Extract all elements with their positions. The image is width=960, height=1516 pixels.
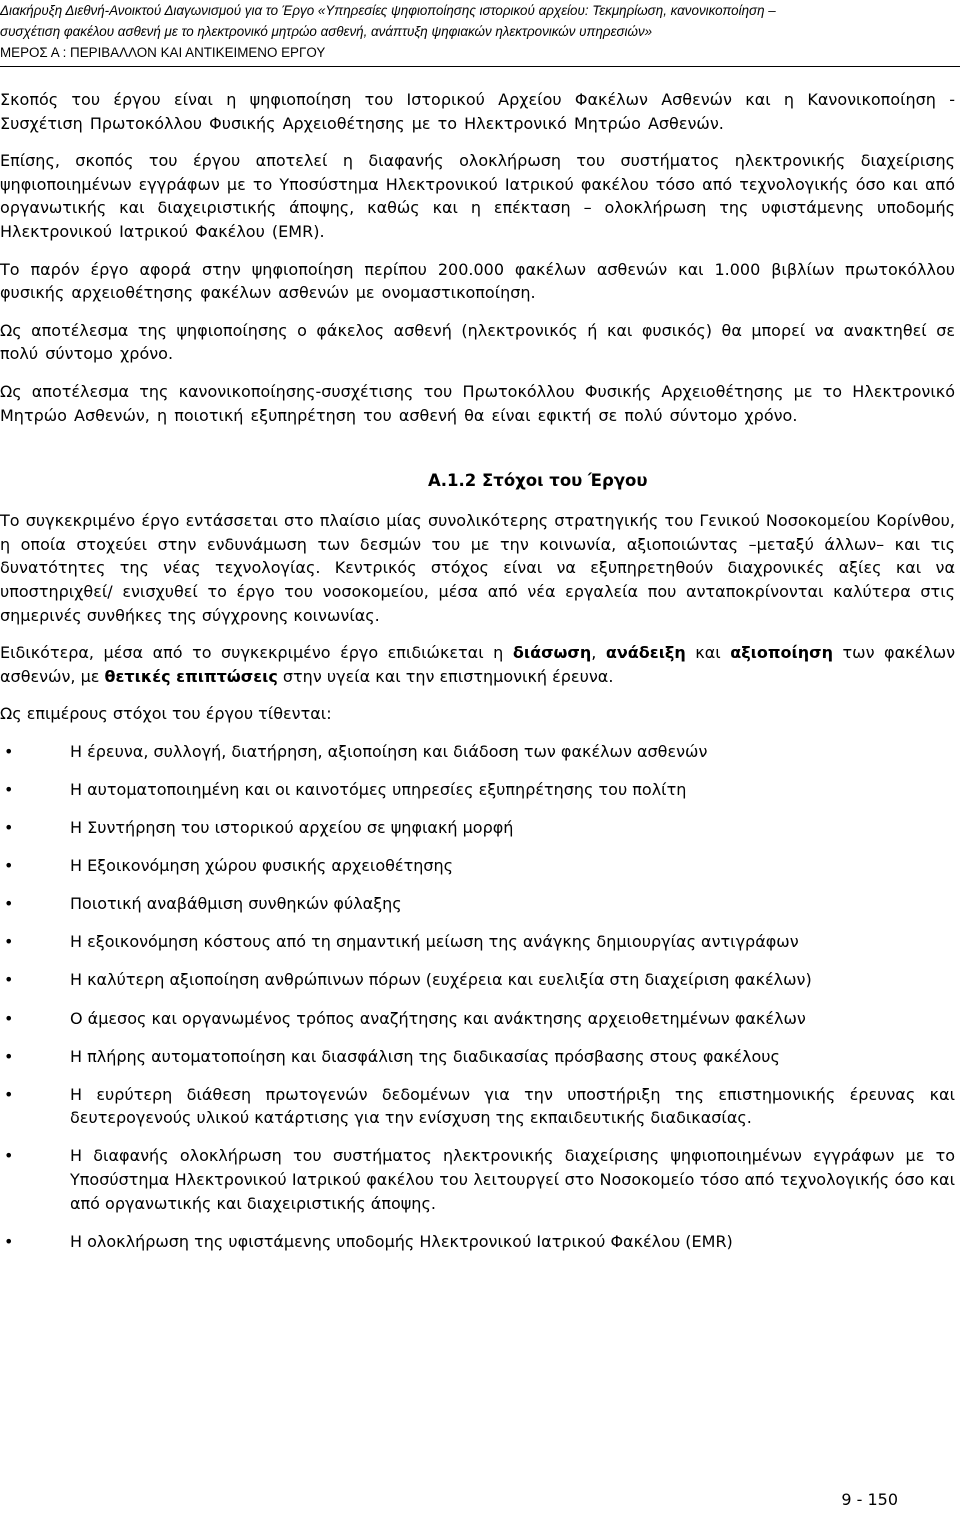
objectives-list — [0, 740, 955, 1253]
list-item — [0, 816, 955, 840]
bold-term: ανάδειξη — [605, 643, 686, 663]
list-item-text: Η Συντήρηση του ιστορικού αρχείου σε ψηφιακή μορφή — [70, 818, 514, 838]
bullet-icon: • — [4, 1146, 14, 1166]
list-item — [0, 778, 955, 802]
list-item — [0, 968, 955, 992]
list-item — [0, 740, 955, 764]
text-run: , — [591, 643, 606, 663]
bullet-icon: • — [4, 932, 14, 952]
bullet-icon: • — [4, 1008, 14, 1028]
document-header — [0, 0, 960, 42]
bullet-icon: • — [4, 894, 14, 914]
list-item — [0, 1083, 955, 1130]
bullet-icon: • — [4, 970, 14, 990]
list-item-text: Η καλύτερη αξιοποίηση ανθρώπινων πόρων (ευχέρεια και ευελιξία στη διαχείριση φακέλων) — [70, 970, 812, 990]
bold-term: διάσωση — [512, 643, 592, 663]
text-run: στην υγεία και την επιστημονική έρευνα. — [277, 666, 614, 686]
list-item-text: Η ολοκλήρωση της υφιστάμενης υποδομής Ηλεκτρονικού Ιατρικού Φακέλου (EMR) — [70, 1231, 733, 1251]
bold-term: θετικές επιπτώσεις — [104, 666, 278, 686]
bullet-icon: • — [4, 779, 14, 799]
list-item-text: Η διαφανής ολοκλήρωση του συστήματος ηλεκτρονικής διαχείρισης ψηφιοποιημένων εγγράφων με το Υποσύστημα Ηλεκτρονικού Ιατρικού φακέλου του λειτουργεί στο Νοσοκομείο τόσο από τεχνολογικής όσο και από οργανωτικής και διαχειριστικής άποψης. — [70, 1146, 955, 1213]
list-item — [0, 930, 955, 954]
header-line-1: Διακήρυξη Διεθνή-Ανοικτού Διαγωνισμού για το Έργο «Υπηρεσίες ψηφιοποίησης ιστορικού αρχείου: Τεκμηρίωση, κανονικοποίηση – — [0, 3, 776, 18]
list-item — [0, 1230, 955, 1254]
section-heading: Α.1.2 Στόχοι του Έργου — [428, 471, 648, 491]
page-content — [0, 88, 955, 1268]
bullet-icon: • — [4, 1231, 14, 1251]
list-item-text: Η αυτοματοποιημένη και οι καινοτόμες υπηρεσίες εξυπηρέτησης του πολίτη — [70, 779, 687, 799]
list-item-text: Η ευρύτερη διάθεση πρωτογενών δεδομένων για την υποστήριξη της επιστημονικής έρευνας και δευτερογενούς υλικού κατάρτισης για την ενίσχυση της εκπαιδευτικής διαδικασίας. — [70, 1084, 955, 1128]
bullet-icon: • — [4, 1084, 14, 1104]
goals-paragraph-emphasis — [0, 641, 955, 688]
text-run: και — [685, 643, 731, 663]
bullet-icon: • — [4, 856, 14, 876]
list-item — [0, 1144, 955, 1215]
header-section-title: ΜΕΡΟΣ Α : ΠΕΡΙΒΑΛΛΟΝ ΚΑΙ ΑΝΤΙΚΕΙΜΕΝΟ ΕΡΓΟΥ — [0, 45, 326, 60]
list-item-text: Ποιοτική αναβάθμιση συνθηκών φύλαξης — [70, 894, 402, 914]
list-item — [0, 1007, 955, 1031]
intro-paragraph: Σκοπός του έργου είναι η ψηφιοποίηση του Ιστορικού Αρχείου Φακέλων Ασθενών και η Κανονικοποίηση - Συσχέτιση Πρωτοκόλλου Φυσικής Αρχειοθέτησης με το Ηλεκτρονικό Μητρώο Ασθενών. — [0, 90, 955, 133]
goals-list-intro: Ως επιμέρους στόχοι του έργου τίθενται: — [0, 704, 332, 724]
text-run: των φακέλων ασθενών, με — [0, 643, 956, 686]
bold-term: αξιοποίηση — [730, 643, 834, 663]
bullet-icon: • — [4, 741, 14, 761]
header-divider — [0, 66, 960, 67]
list-item-text: Η Εξοικονόμηση χώρου φυσικής αρχειοθέτησης — [70, 856, 454, 876]
page-number: 9 - 150 — [841, 1490, 898, 1509]
intro-paragraph: Επίσης, σκοπός του έργου αποτελεί η διαφανής ολοκλήρωση του συστήματος ηλεκτρονικής διαχείρισης ψηφιοποιημένων εγγράφων με το Υποσύστημα Ηλεκτρονικού Ιατρικού φακέλου τόσο από τεχνολογικής όσο και από οργανωτικής και διαχειριστικής άποψης, καθώς και η επέκταση – ολοκλήρωση της υφιστάμενης υποδομής Ηλεκτρονικού Ιατρικού Φακέλου (EMR). — [0, 151, 955, 241]
text-run: Ειδικότερα, μέσα από το συγκεκριμένο έργο επιδιώκεται η — [0, 643, 513, 663]
list-item-text: Η εξοικονόμηση κόστους από τη σημαντική μείωση της ανάγκης δημιουργίας αντιγράφων — [70, 932, 799, 952]
list-item-text: Η πλήρης αυτοματοποίηση και διασφάλιση της διαδικασίας πρόσβασης στους φακέλους — [70, 1046, 780, 1066]
list-item — [0, 1045, 955, 1069]
list-item — [0, 854, 955, 878]
intro-paragraph: Ως αποτέλεσμα της κανονικοποίησης-συσχέτισης του Πρωτοκόλλου Φυσικής Αρχειοθέτησης με το Ηλεκτρονικό Μητρώο Ασθενών, η ποιοτική εξυπηρέτηση του ασθενή θα είναι εφικτή σε πολύ σύντομο χρόνο. — [0, 381, 955, 425]
list-item-text: Ο άμεσος και οργανωμένος τρόπος αναζήτησης και ανάκτησης αρχειοθετημένων φακέλων — [70, 1008, 806, 1028]
intro-paragraph: Το παρόν έργο αφορά στην ψηφιοποίηση περίπου 200.000 φακέλων ασθενών και 1.000 βιβλίων πρωτοκόλλου φυσικής αρχειοθέτησης φακέλων ασθενών με ονομαστικοποίηση. — [0, 259, 955, 303]
goals-paragraph: Το συγκεκριμένο έργο εντάσσεται στο πλαίσιο μίας συνολικότερης στρατηγικής του Γενικού Νοσοκομείου Κορίνθου, η οποία στοχεύει στην ενδυνάμωση των δεσμών του με την κοινωνία, αξιοποιώντας –μεταξύ άλλων– και τις δυνατότητες της νέας τεχνολογίας. Κεντρικός στόχος είναι να εξυπηρετηθούν διαχρονικές αξίες και να υποστηριχθεί/ ενισχυθεί το έργο του νοσοκομείου, μέσα από νέα εργαλεία που ανταποκρίνονται καλύτερα στις σημερινές συνθήκες της σύγχρονης κοινωνίας. — [0, 511, 955, 625]
bullet-icon: • — [4, 1046, 14, 1066]
intro-paragraph: Ως αποτέλεσμα της ψηφιοποίησης ο φάκελος ασθενή (ηλεκτρονικός ή και φυσικός) θα μπορεί να ανακτηθεί σε πολύ σύντομο χρόνο. — [0, 320, 955, 364]
intro-section — [0, 88, 955, 427]
header-line-2: συσχέτιση φακέλου ασθενή με το ηλεκτρονικό μητρώο ασθενή, ανάπτυξη ψηφιακών ηλεκτρονικών υπηρεσιών» — [0, 24, 653, 39]
bullet-icon: • — [4, 818, 14, 838]
list-item — [0, 892, 955, 916]
list-item-text: Η έρευνα, συλλογή, διατήρηση, αξιοποίηση και διάδοση των φακέλων ασθενών — [70, 741, 708, 761]
